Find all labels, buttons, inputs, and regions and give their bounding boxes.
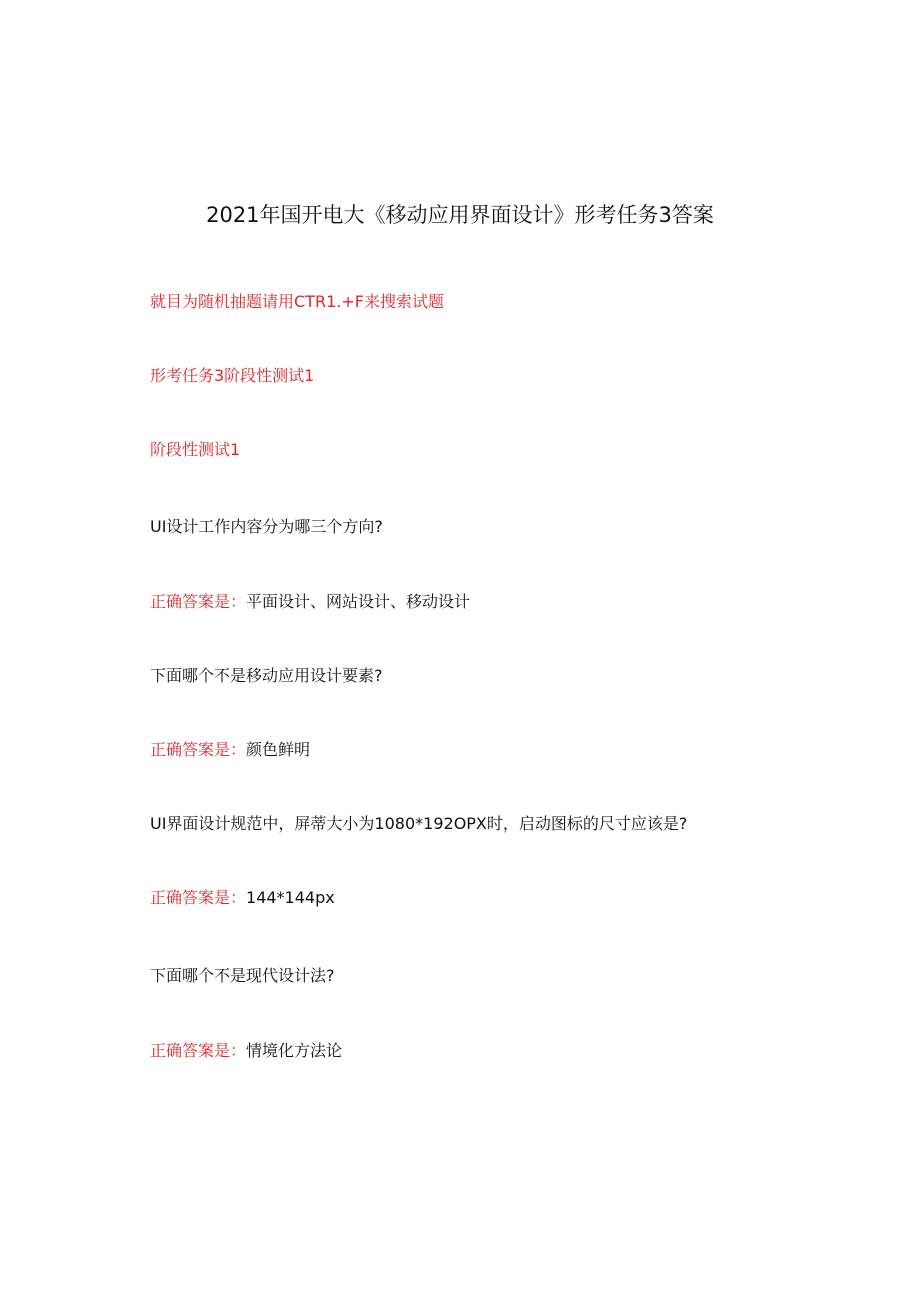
document-title: 2021年国开电大《移动应用界面设计》形考任务3答案: [206, 203, 714, 227]
answer-3: [150, 886, 335, 910]
answer-label: 正确答案是：: [150, 592, 247, 611]
question-3: UI界面设计规范中，屏蒂大小为1080*192OPX时，启动图标的尺寸应该是?: [150, 814, 688, 833]
section-heading: 形考任务3阶段性测试1: [150, 366, 315, 385]
answer-text: 平面设计、网站设计、移动设计: [246, 592, 471, 611]
answer-label: 正确答案是：: [150, 888, 247, 907]
subsection-heading: 阶段性测试1: [150, 440, 241, 459]
answer-1: [150, 590, 470, 614]
answer-label: 正确答案是：: [150, 1041, 247, 1060]
answer-text: 情境化方法论: [246, 1041, 343, 1060]
answer-2: [150, 738, 310, 762]
answer-label: 正确答案是：: [150, 740, 247, 759]
question-4: 下面哪个不是现代设计法?: [150, 966, 335, 985]
answer-text: 144*144px: [246, 888, 335, 907]
question-1: UI设计工作内容分为哪三个方向?: [150, 517, 383, 536]
answer-4: [150, 1039, 342, 1063]
answer-text: 颜色鲜明: [246, 740, 311, 759]
search-notice: 就目为随机抽题请用CTR1.+F来搜索试题: [150, 292, 444, 311]
question-2: 下面哪个不是移动应用设计要素?: [150, 666, 383, 685]
